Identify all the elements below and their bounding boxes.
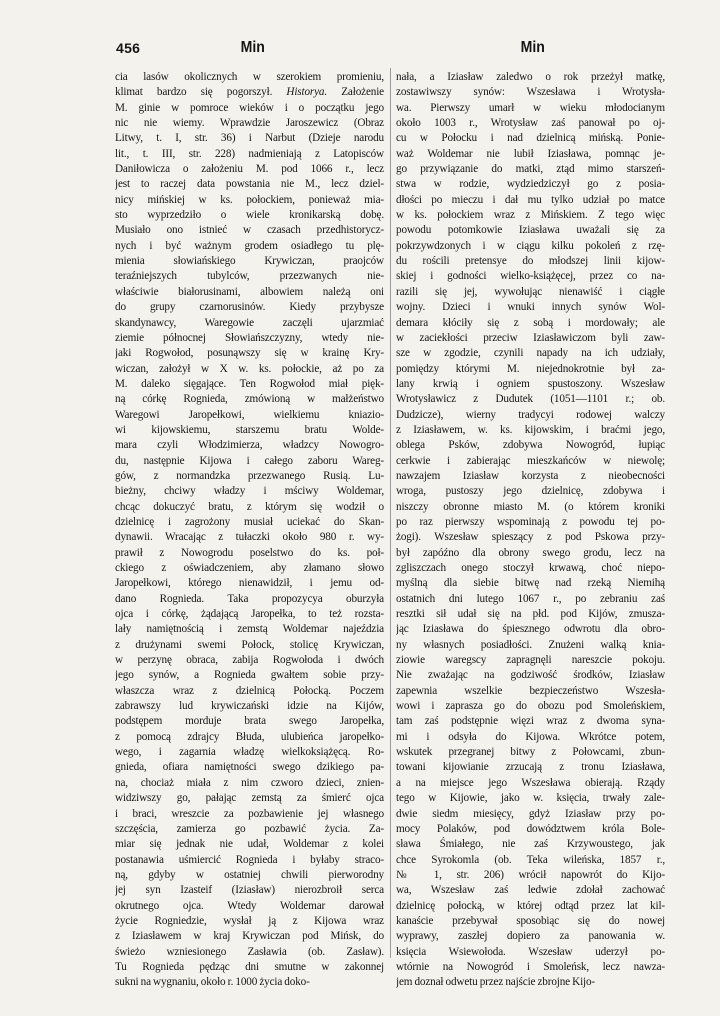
text-line: du rościli pretensye do młodszej linii kijow- [396,255,665,268]
text-line: Litwy, t. I, str. 36) i Narbut (Dzieje narodu [115,132,384,145]
text-line: wego, i zagarnia władzę wielkoksiążęcą. Ro- [115,746,384,759]
text-line: pokrzywdzonych i w ciągu kilku pokoleń z rzę- [396,239,665,252]
text-line: niszczy obronne miasto M. (o którem kroniki [396,500,665,513]
text-line: dzielnicę i zagrożony musiał uciekać do Skan- [115,515,384,528]
section-marker: Historya. [286,86,328,99]
text-line: w perzynę obraca, zabija Rogwołoda i dwóch [115,654,384,667]
text-line: nic nie wiemy. Wprawdzie Jaroszewicz (Obraz [115,117,384,130]
text-line: zapewnia wszelkie bezpieczeństwo Wszesła- [396,684,665,697]
text-line: tam zaś podstępnie więzi wraz z dwoma syna- [396,715,665,728]
text-line: Dudzicze), wierny tradycyi rodowej walczy [396,408,665,421]
text-line: życie Rogniedzie, wysłał ją z Kijowa wraz [115,914,384,927]
text-line: skandynawcy, Waregowie zaczęli ujarzmiać [115,316,384,329]
text-line: gów, z normandzka przezwanego Rusią. Lu- [115,469,384,482]
text-line: mienia słowiańskiego Krywiczan, praojców [115,255,384,268]
text-line: około 1003 r., Wrotysław zaś panował po oj- [396,117,665,130]
text-line: oblega Psków, zdobywa Nowogród, łupiąc [396,439,665,452]
page-number: 456 [116,40,141,56]
text-line: dynawii. Wracając z tułaczki około 980 r. wy- [115,531,384,544]
text-line: wowi i zaprasza go do obozu pod Smoleńskiem, [396,700,665,713]
text-line: ziowie waregscy zapragnęli nareszcie pokoju. [396,654,665,667]
right-text-column [396,70,665,991]
text-line: ny własnych posiadłości. Znużeni walką knia- [396,638,665,651]
text-line: i braci, wreszcie za pozbawienie jej własnego [115,807,384,820]
text-line: dzielnicę połocką, w której odtąd przez lat kil- [396,899,665,912]
text-line: wa. Pierwszy umarł w wieku młodocianym [396,101,665,114]
text-line: wiczan, założył w X w. ks. połockie, aż po za [115,362,384,375]
text-line: go przywiązanie do matki, ztąd mimo starszeń- [396,163,665,176]
text-line: chce Syrokomla (ob. Teka wileńska, 1857 r., [396,853,665,866]
text-line: szczęścia, zamierza go pozbawić życia. Za- [115,822,384,835]
text-line: wojny. Dzieci i wnuki innych synów Wol- [396,301,665,314]
page-header [116,40,664,60]
text-line: nała, a Iziasław zaledwo o rok przeżył matkę, [396,71,665,83]
text-line: dłości po mieczu i dał mu tylko udział po matce [396,193,665,206]
text-line: teraźniejszych tubylców, przezwanych nie- [115,270,384,283]
text-line: Musiało ono istnieć w czasach przedhistorycz- [115,224,384,237]
text-line: tego w Kijowie, jako w. księcia, trwały zale- [396,792,665,805]
text-line: właściwie białorusinami, albowiem należą oni [115,285,384,298]
text-line: ną córkę Rognieda, zmówioną w małżeństwo [115,393,384,406]
text-line: po raz pierwszy wspominają z powodu tej po- [396,515,665,528]
text-line: waż Woldemar nie lubił Iziasława, pomnąc je- [396,147,665,160]
text-line: M. daleko sięgające. Ten Rogwołod miał pięk- [115,377,384,390]
text-line: lany krwią i ogniem spustoszony. Wszesław [396,377,665,390]
left-text-column [115,70,384,991]
text-line: Daniłowicza o założeniu M. pod 1066 r., lecz [115,163,384,176]
text-line: mi i odsyła do Kijowa. Wkrótce potem, [396,730,665,743]
text-line: z Iziasławem, w. ks. kijowskim, i braćmi jego, [396,423,665,436]
text-line: Waregowi Jaropełkowi, wielkiemu kniazio- [115,408,384,421]
text-line: gnieda, ofiara namiętności swego dzikiego pa- [115,761,384,774]
column-divider [390,68,391,958]
text-line: prawił z Nowogrodu poselstwo do ks. poł- [115,546,384,559]
text-line: Jaropełkowi, którego nienawidził, i jemu od- [115,577,384,590]
text-line: powodu potomkowie Iziasława uważali się za [396,224,665,237]
text-line: mocy Polaków, pod dowództwem króla Bole- [396,822,665,835]
text-line: jaki Rogwołod, posunąwszy się w krainę Kry- [115,347,384,360]
text-line: cu w Połocku i nad dzielnicą mińską. Ponie- [396,132,665,145]
text-line: pomiędzy którymi M. niejednokrotnie był za- [396,362,665,375]
text-line: lały namiętnością i zemstą Woldemar najeździa [115,623,384,636]
text-line: wa, Wszesław zaś ledwie zdołał zachować [396,884,665,897]
text-line: w zaciekłości przeciw Iziasławiczom byli zaw- [396,331,665,344]
running-head-right: Min [520,39,545,56]
text-line: towani kijowianie zrzucają z tronu Iziasława, [396,761,665,774]
text-line: jest to raczej data powstania nie M., lecz dziel- [115,178,384,191]
text-line: jego synów, a Rognieda gwałtem sobie przy- [115,669,384,682]
text-line: w ks. połockiem wraz z Mińskiem. Z tego więc [396,209,665,222]
text-line: Wrotysławicz z Dudutek (1051—1101 r.; ob. [396,393,665,406]
text-line: wi kijowskiemu, starszemu bratu Wolde- [115,423,384,436]
text-line: był zapóźno dla obrony swego grodu, lecz na [396,546,665,559]
text-line: Tu Rognieda pędząc dni smutne w zakonnej [115,960,384,973]
text-line: mara czyli Włodzimierza, władzcy Nowogro- [115,439,384,452]
text-line: sława Śmiałego, nie zaś Krzywoustego, jak [396,838,665,851]
text-line: cia lasów okolicznych w szerokiem promieniu, [115,71,384,83]
text-line: żogi). Wszesław spieszący z pod Pskowa przy- [396,531,665,544]
text-line: sze w zgodzie, czynili napady na ich udziały, [396,347,665,360]
text-line: nicy mińskiej w ks. połockiem, ponieważ mia- [115,193,384,206]
text-line: sukni na wygnaniu, około r. 1000 życia doko- [115,976,310,989]
text-line: Nie zważając na godziwość środków, Iziasław [396,669,665,682]
text-line: lit., t. III, str. 228) nadmieniają z Latopisców [115,147,384,160]
text-line: księcia Wsiewołoda. Wszesław uderzył po- [396,945,665,958]
text-line: jej syn Izasteif (Iziasław) nierozbroił serca [115,884,384,897]
text-line: zabrawszy lud krywiczański idzie na Kijów, [115,700,384,713]
text-line: świeżo wzniesionego Zasławia (ob. Zasław). [115,945,384,958]
text-line: zostawiwszy synów: Wszesława i Wrotysła- [396,86,665,99]
text-line: z pomocą zdrajcy Błuda, ulubieńca jaropełko- [115,730,384,743]
text-line: ostatnich dni lutego 1067 r., po zebraniu zaś [396,592,665,605]
text-line: wskutek przegranej bitwy z Połowcami, zbun- [396,746,665,759]
text-line: ckiego z oświadczeniem, aby złamano słowo [115,562,384,574]
text-line: z drużynami swemi Połock, stolicę Krywiczan, [115,638,384,651]
text-line: do grupy czarnorusinów. Kiedy przybysze [115,301,384,314]
text-line: a na miejsce jego Wszesława obierają. Rządy [396,776,665,789]
text-line: widziwszy go, pałając zemstą za śmierć ojca [115,792,384,805]
text-line: zgliszczach onego stoczył krwawą, choć niepo- [396,562,665,574]
text-line: właszcza wraz z dzielnicą Połocką. Poczem [115,684,384,697]
text-line: demara kłóciły się z sobą i mordowały; ale [396,316,665,329]
running-head-left: Min [240,39,265,56]
text-line: z Iziasławem w kraj Krywiczan pod Mińsk, do [115,930,384,943]
text-line: jąc Iziasława do śpiesznego odwrotu dla obro- [396,623,665,636]
text-line: wyprawy, zaszłej dopiero za panowania w. [396,930,665,943]
text-line: sto wyprzedziło o wiele kronikarską dobę. [115,209,384,222]
text-line: du, następnie Kijowa i całego zaboru Wareg- [115,454,384,467]
text-line: jem doznał odwetu przez najście zbrojne Kijo- [396,976,595,989]
text-line: kanaście przebywał sposobiąc się do nowej [396,914,665,927]
text-line: postanawia uśmiercić Rognieda i byłaby straco- [115,853,384,866]
text-line: dano Rognieda. Taka propozycya oburzyła [115,592,384,605]
text-line: myślną dla siebie bitwę nad rzeką Niemihą [396,577,665,590]
text-line: wtórnie na Nowogród i Smoleńsk, lecz nawza- [396,960,665,973]
text-line: resztki sił udał się na płd. pod Kijów, zmusza- [396,608,665,621]
text-line: stwa w rodzie, wydziedziczył go z posia- [396,178,665,191]
text-line: bieżny, chciwy władzy i mściwy Woldemar, [115,485,384,498]
text-line: okrutnego ojca. Wtedy Woldemar darował [115,899,384,912]
text-line: cerkwie i zabierając mieszkańców w niewolę; [396,454,665,467]
text-line: chcąc dokuczyć bratu, z którym się wodził o [115,500,384,513]
text-line: ną, gdyby w ostatniej chwili pierworodny [115,868,384,881]
text-line: nych i być ważnym grodem osiadłego tu plę- [115,239,384,252]
text-line: skiej i godności wielko-książęcej, przez co na- [396,270,665,283]
text-line: dwie siedm miesięcy, gdyż Iziasław przy po- [396,807,665,820]
text-line: podstępem morduje brata swego Jaropełka, [115,715,384,728]
text-line: na, chociaż miała z nim czworo dzieci, znien- [115,776,384,789]
text-line: miar się jednak nie udał, Woldemar z kolei [115,838,384,851]
text-line: M. ginie w pomroce wieków i o początku jego [115,101,384,114]
text-line: ziemie północnej Słowiańszczyzny, wtedy nie- [115,331,384,344]
text-line: klimat bardzo się pogorszył. Historya. Założenie [115,86,384,99]
text-line: razili się jej, wywołując nienawiść i ciągłe [396,285,665,298]
text-line: № 1, str. 206) wrócił napowrót do Kijo- [396,868,665,881]
text-line: ojca i córkę, żądającą Jaropełka, to też rozsta- [115,608,384,621]
text-line: wroga, pustoszy jego dzielnicę, zdobywa i [396,485,665,498]
text-line: nawzajem Iziasław korzysta z nieobecności [396,469,665,482]
